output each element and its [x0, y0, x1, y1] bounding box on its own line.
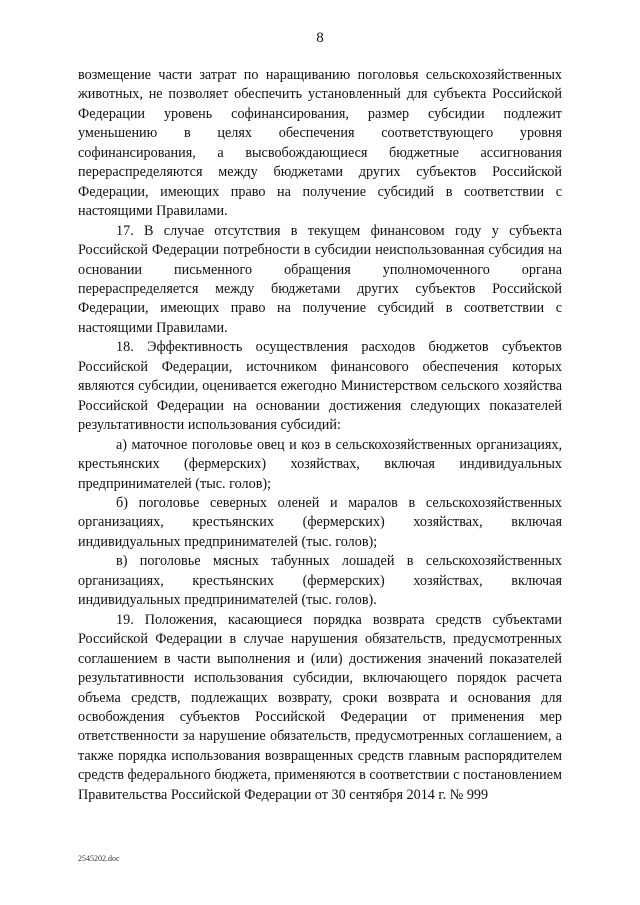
footer-filename: 2545202.doc — [78, 854, 120, 863]
paragraph-19: 19. Положения, касающиеся порядка возврата средств субъектами Российской Федерации в случае нарушения обязательств, предусмотренных соглашением в части выполнения и (или) достижения значений показателей результативности использования субсидии, включающего порядок расчета объема средств, подлежащих возврату, сроки возврата и основания для освобождения субъектов Российской Федерации от применения мер ответственности за нарушение обязательств, предусмотренных соглашением, а также порядка использования возвращенных средств главным распорядителем средств федерального бюджета, применяются в соответствии с постановлением Правительства Российской Федерации от 30 сентября 2014 г. № 999 — [78, 611, 562, 803]
document-body — [78, 66, 562, 805]
paragraph-18-item-a: а) маточное поголовье овец и коз в сельскохозяйственных организациях, крестьянских (фермерских) хозяйствах, включая индивидуальных предпринимателей (тыс. голов); — [78, 436, 562, 492]
paragraph-continuation: возмещение части затрат по наращиванию поголовья сельскохозяйственных животных, не позволяет обеспечить установленный для субъекта Российской Федерации уровень софинансирования, размер субсидии подлежит уменьшению в целях обеспечения соответствующего уровня софинансирования, а высвобождающиеся бюджетные ассигнования перераспределяются между бюджетами других субъектов Российской Федерации, имеющих право на получение субсидий в соответствии с настоящими Правилами. — [78, 67, 562, 220]
page-number: 8 — [316, 30, 324, 46]
paragraph-18: 18. Эффективность осуществления расходов бюджетов субъектов Российской Федерации, источником финансового обеспечения которых являются субсидии, оценивается ежегодно Министерством сельского хозяйства Российской Федерации на основании достижения следующих показателей результативности использования субсидий: — [78, 339, 562, 434]
paragraph-17: 17. В случае отсутствия в текущем финансовом году у субъекта Российской Федерации потребности в субсидии неиспользованная субсидия на основании письменного обращения уполномоченного органа перераспределяется между бюджетами других субъектов Российской Федерации, имеющих право на получение субсидий в соответствии с настоящими Правилами. — [78, 222, 562, 336]
paragraph-18-item-c: в) поголовье мясных табунных лошадей в сельскохозяйственных организациях, крестьянских (фермерских) хозяйствах, включая индивидуальных предпринимателей (тыс. голов). — [78, 553, 562, 609]
paragraph-18-item-b: б) поголовье северных оленей и маралов в сельскохозяйственных организациях, крестьянских (фермерских) хозяйствах, включая индивидуальных предпринимателей (тыс. голов); — [78, 494, 562, 550]
